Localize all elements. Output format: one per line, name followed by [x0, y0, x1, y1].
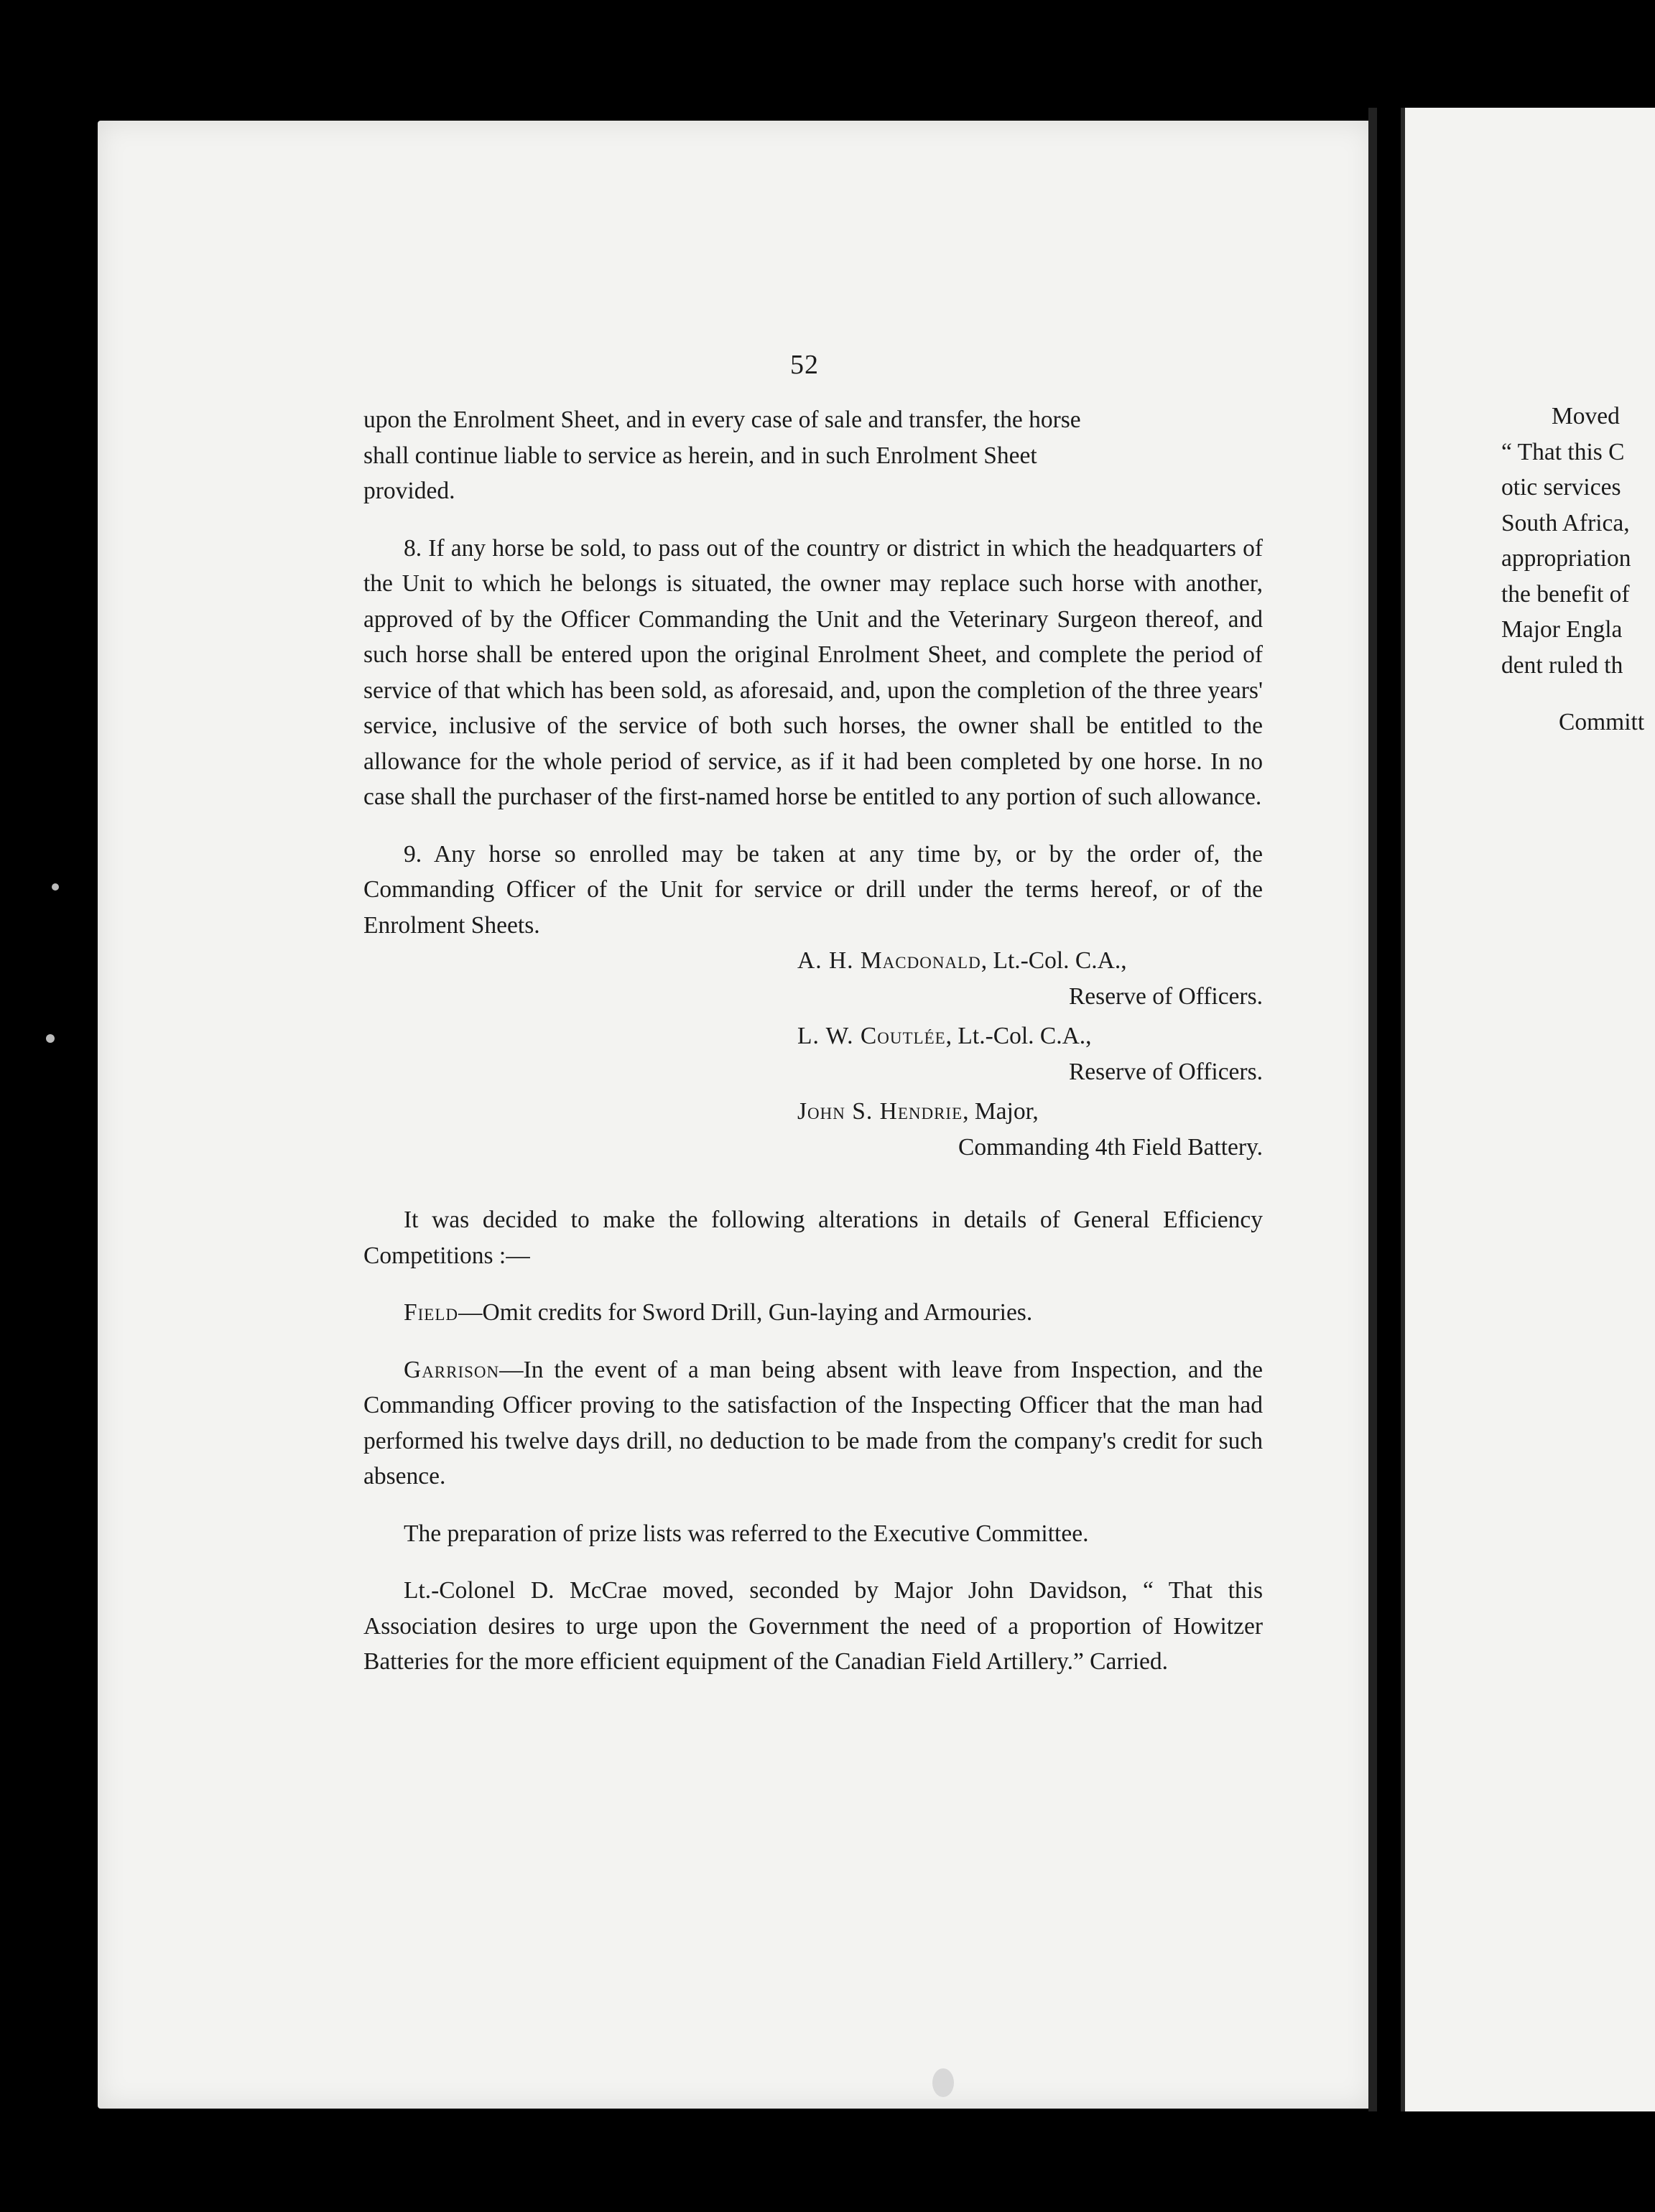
signature-rank: , Lt.-Col. C.A.,	[981, 947, 1127, 974]
right-line: dent ruled th	[1501, 651, 1623, 679]
right-line: South Africa,	[1501, 509, 1630, 536]
signature-3-line-1	[363, 1094, 1263, 1130]
signature-2-line-2	[363, 1054, 1263, 1090]
signature-1-line-1	[363, 943, 1263, 979]
signature-rank: , Lt.-Col. C.A.,	[945, 1023, 1092, 1049]
right-page-text	[1501, 399, 1644, 740]
paragraph-mccrae-motion: Lt.-Colonel D. McCrae moved, seconded by Major John Davidson, “ That this Association desires to urge upon the Government the need of a proportion of Howitzer Batteries for the more efficient equipment of the Canadian Field Artillery.” Carried.	[363, 1577, 1263, 1675]
paragraph-alterations: It was decided to make the following alterations in details of General Efficiency Competitions :—	[363, 1207, 1263, 1269]
right-line: Major Engla	[1501, 616, 1623, 643]
field-text: —Omit credits for Sword Drill, Gun-laying and Armouries.	[458, 1299, 1033, 1326]
right-line: appropriation	[1501, 545, 1631, 572]
signature-name: A. H. Macdonald	[797, 947, 981, 974]
signature-1-line-2	[363, 979, 1263, 1015]
signature-title: Reserve of Officers.	[1068, 1058, 1263, 1085]
signature-name: L. W. Coutlée	[797, 1023, 946, 1049]
paragraph-field	[363, 1295, 1263, 1331]
paragraph-8: 8. If any horse be sold, to pass out of the country or district in which the headquarters of the Unit to which he belongs is situated, the owner may replace such horse with another, approved of by the Officer Commanding the Unit and the Veterinary Surgeon thereof, and such horse shall be entered upon the original Enrolment Sheet, and complete the period of service of that which has been sold, as aforesaid, and, upon the completion of the three years' service, inclusive of the service of both such horses, the owner shall be entitled to the allowance for the whole period of service, as if it had been completed by one horse. In no case shall the purchaser of the first-named horse be entitled to any portion of such allowance.	[363, 534, 1263, 810]
scan-speck	[52, 883, 59, 891]
signature-rank: , Major,	[963, 1098, 1039, 1125]
right-line: the benefit of	[1501, 580, 1630, 608]
right-line: otic services	[1501, 474, 1621, 501]
page-number: 52	[790, 350, 819, 380]
garrison-label: Garrison	[404, 1356, 500, 1383]
scan-speck	[46, 1034, 55, 1043]
book-gutter	[1368, 108, 1377, 2111]
signature-2-line-1	[363, 1018, 1263, 1054]
paragraph-prize-lists: The preparation of prize lists was referred to the Executive Committee.	[404, 1520, 1089, 1547]
left-page-text	[363, 402, 1263, 1680]
text-line: upon the Enrolment Sheet, and in every case of sale and transfer, the horse	[363, 406, 1081, 433]
signature-name: John S. Hendrie	[797, 1098, 963, 1125]
garrison-text: —In the event of a man being absent with leave from Inspection, and the Commanding Officer proving to the satisfaction of the Inspecting Officer that the man had performed his twelve days drill, no deduction to be made from the company's credit for such absence.	[363, 1356, 1263, 1490]
scan-speck	[932, 2068, 954, 2097]
paragraph-garrison	[363, 1352, 1263, 1495]
field-label: Field	[404, 1299, 458, 1326]
right-line: Committ	[1559, 709, 1645, 735]
signature-3-line-2	[363, 1130, 1263, 1166]
text-line: shall continue liable to service as herein, and in such Enrolment Sheet	[363, 442, 1037, 469]
paragraph-9: 9. Any horse so enrolled may be taken at any time by, or by the order of, the Commanding Officer of the Unit for service or drill under the terms hereof, or of the Enrolment Sheets.	[363, 840, 1263, 939]
right-line: “ That this C	[1501, 438, 1625, 465]
right-page-edge	[1401, 108, 1405, 2111]
signature-title: Reserve of Officers.	[1068, 982, 1263, 1010]
signature-title: Commanding 4th Field Battery.	[958, 1133, 1263, 1161]
text-line: provided.	[363, 478, 455, 504]
right-line	[1501, 683, 1644, 705]
right-line: Moved	[1552, 403, 1620, 429]
